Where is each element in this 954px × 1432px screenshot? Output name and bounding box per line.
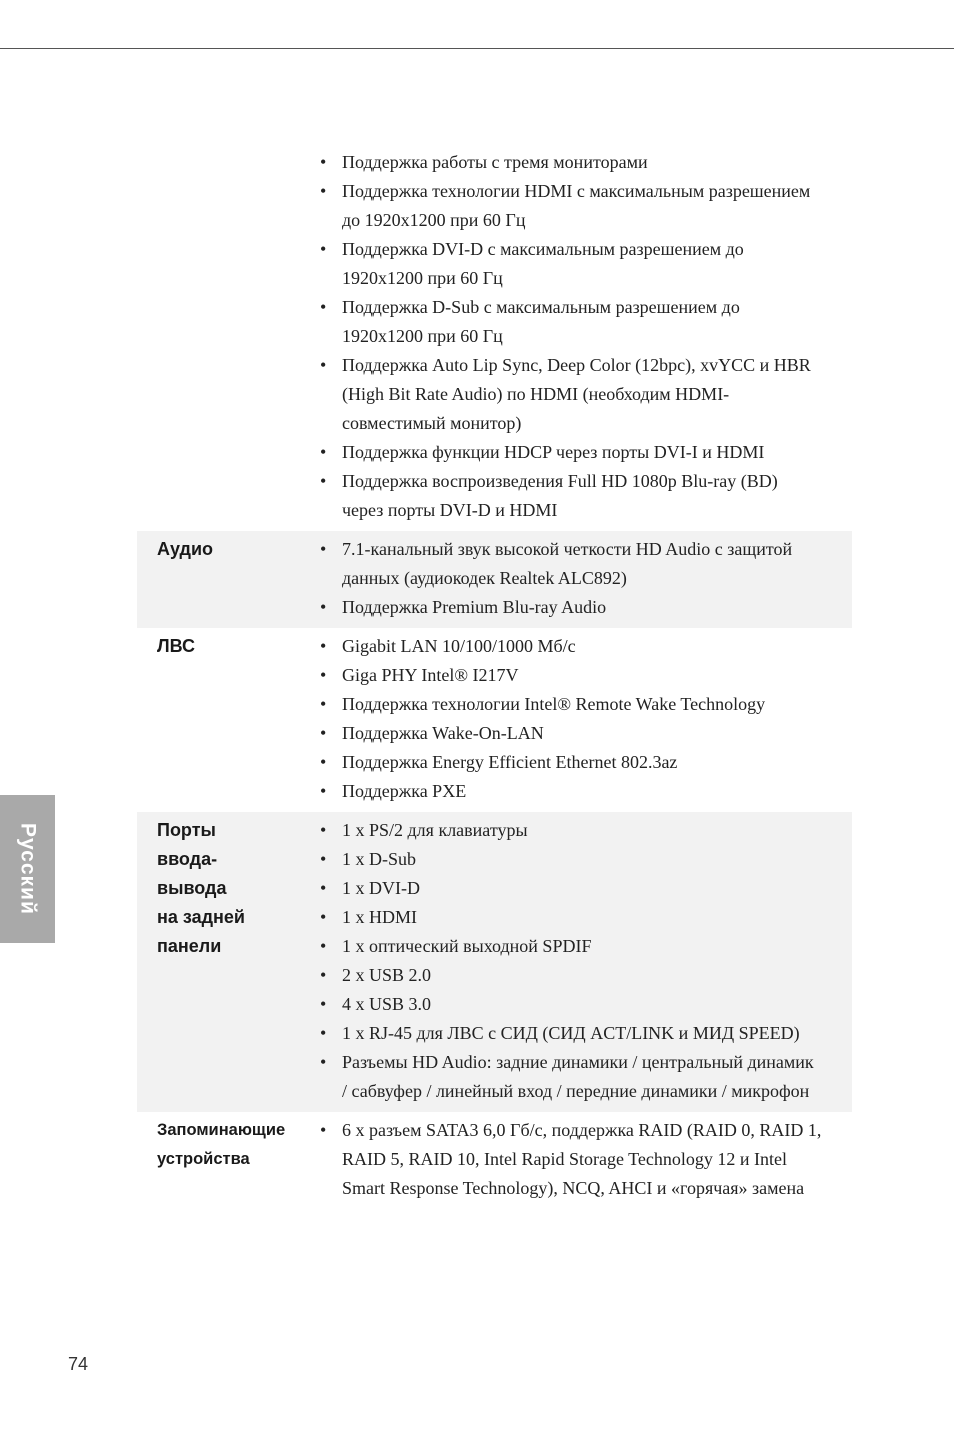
spec-list-audio: [302, 535, 822, 622]
bullet-icon: •: [320, 1120, 327, 1140]
spec-row-audio: [137, 531, 852, 628]
bullet-icon: •: [320, 820, 327, 840]
list-item: • Поддержка технологии HDMI с максимальным разрешением до 1920x1200 при 60 Гц: [302, 177, 822, 235]
bullet-icon: •: [320, 597, 327, 617]
list-item: • Поддержка Energy Efficient Ethernet 802.3az: [302, 748, 822, 777]
header-rule: [0, 48, 954, 49]
list-item: • 4 x USB 3.0: [302, 990, 822, 1019]
list-item: • 7.1-канальный звук высокой четкости HD Audio с защитой данных (аудиокодек Realtek ALC892): [302, 535, 822, 593]
bullet-icon: •: [320, 539, 327, 559]
list-item: • 1 x DVI-D: [302, 874, 822, 903]
bullet-icon: •: [320, 907, 327, 927]
spec-label-storage: Запоминающие устройства: [157, 1121, 286, 1168]
page-number: 74: [68, 1354, 89, 1374]
bullet-icon: •: [320, 965, 327, 985]
bullet-icon: •: [320, 636, 327, 656]
spec-label-audio: Аудио: [157, 539, 214, 559]
spec-row-graphics: [137, 144, 852, 531]
bullet-icon: •: [320, 152, 327, 172]
spec-label-lan: ЛВС: [157, 636, 195, 656]
spec-list-rear-io: [302, 816, 822, 1106]
bullet-icon: •: [320, 297, 327, 317]
list-item: • 6 x разъем SATA3 6,0 Гб/с, поддержка RAID (RAID 0, RAID 1, RAID 5, RAID 10, Intel Rapid Storage Technology 12 и Intel Smart Response Technology), NCQ, AHCI и «горячая» замена: [302, 1116, 822, 1203]
list-item: • Поддержка работы с тремя мониторами: [302, 148, 822, 177]
spec-row-storage: [137, 1112, 852, 1209]
list-item: • Поддержка D-Sub с максимальным разрешением до 1920x1200 при 60 Гц: [302, 293, 822, 351]
bullet-icon: •: [320, 936, 327, 956]
list-item: • 1 x оптический выходной SPDIF: [302, 932, 822, 961]
spec-table: [137, 144, 852, 1209]
language-tab-label: Русский: [16, 823, 40, 915]
bullet-icon: •: [320, 665, 327, 685]
list-item: • Разъемы HD Audio: задние динамики / центральный динамик / сабвуфер / линейный вход / передние динамики / микрофон: [302, 1048, 822, 1106]
bullet-icon: •: [320, 781, 327, 801]
list-item: • 1 x PS/2 для клавиатуры: [302, 816, 822, 845]
list-item: • Поддержка Wake-On-LAN: [302, 719, 822, 748]
bullet-icon: •: [320, 1023, 327, 1043]
list-item: • 2 x USB 2.0: [302, 961, 822, 990]
list-item: • Поддержка PXE: [302, 777, 822, 806]
list-item: • 1 x D-Sub: [302, 845, 822, 874]
bullet-icon: •: [320, 752, 327, 772]
list-item: • Giga PHY Intel® I217V: [302, 661, 822, 690]
list-item: • Поддержка DVI-D с максимальным разрешением до 1920x1200 при 60 Гц: [302, 235, 822, 293]
list-item: • Поддержка Premium Blu-ray Audio: [302, 593, 822, 622]
bullet-icon: •: [320, 442, 327, 462]
bullet-icon: •: [320, 994, 327, 1014]
bullet-icon: •: [320, 471, 327, 491]
bullet-icon: •: [320, 181, 327, 201]
bullet-icon: •: [320, 239, 327, 259]
spec-row-rear-io: [137, 812, 852, 1112]
list-item: • Поддержка функции HDCP через порты DVI-I и HDMI: [302, 438, 822, 467]
list-item: • 1 x HDMI: [302, 903, 822, 932]
spec-label-rear-io: Порты ввода- вывода на задней панели: [157, 820, 245, 956]
bullet-icon: •: [320, 355, 327, 375]
spec-row-lan: [137, 628, 852, 812]
bullet-icon: •: [320, 849, 327, 869]
bullet-icon: •: [320, 878, 327, 898]
spec-list-graphics: [302, 148, 822, 525]
list-item: • Gigabit LAN 10/100/1000 Мб/с: [302, 632, 822, 661]
list-item: • Поддержка технологии Intel® Remote Wake Technology: [302, 690, 822, 719]
spec-list-lan: [302, 632, 822, 806]
list-item: • Поддержка воспроизведения Full HD 1080p Blu-ray (BD) через порты DVI-D и HDMI: [302, 467, 822, 525]
list-item: • Поддержка Auto Lip Sync, Deep Color (12bpc), xvYCC и HBR (High Bit Rate Audio) по HDMI (необходим HDMI-совместимый монитор): [302, 351, 822, 438]
bullet-icon: •: [320, 1052, 327, 1072]
spec-list-storage: [302, 1116, 822, 1203]
bullet-icon: •: [320, 694, 327, 714]
language-side-tab: [0, 795, 55, 943]
spec-label-graphics: [137, 148, 302, 525]
list-item: • 1 x RJ-45 для ЛВС с СИД (СИД ACT/LINK и МИД SPEED): [302, 1019, 822, 1048]
bullet-icon: •: [320, 723, 327, 743]
